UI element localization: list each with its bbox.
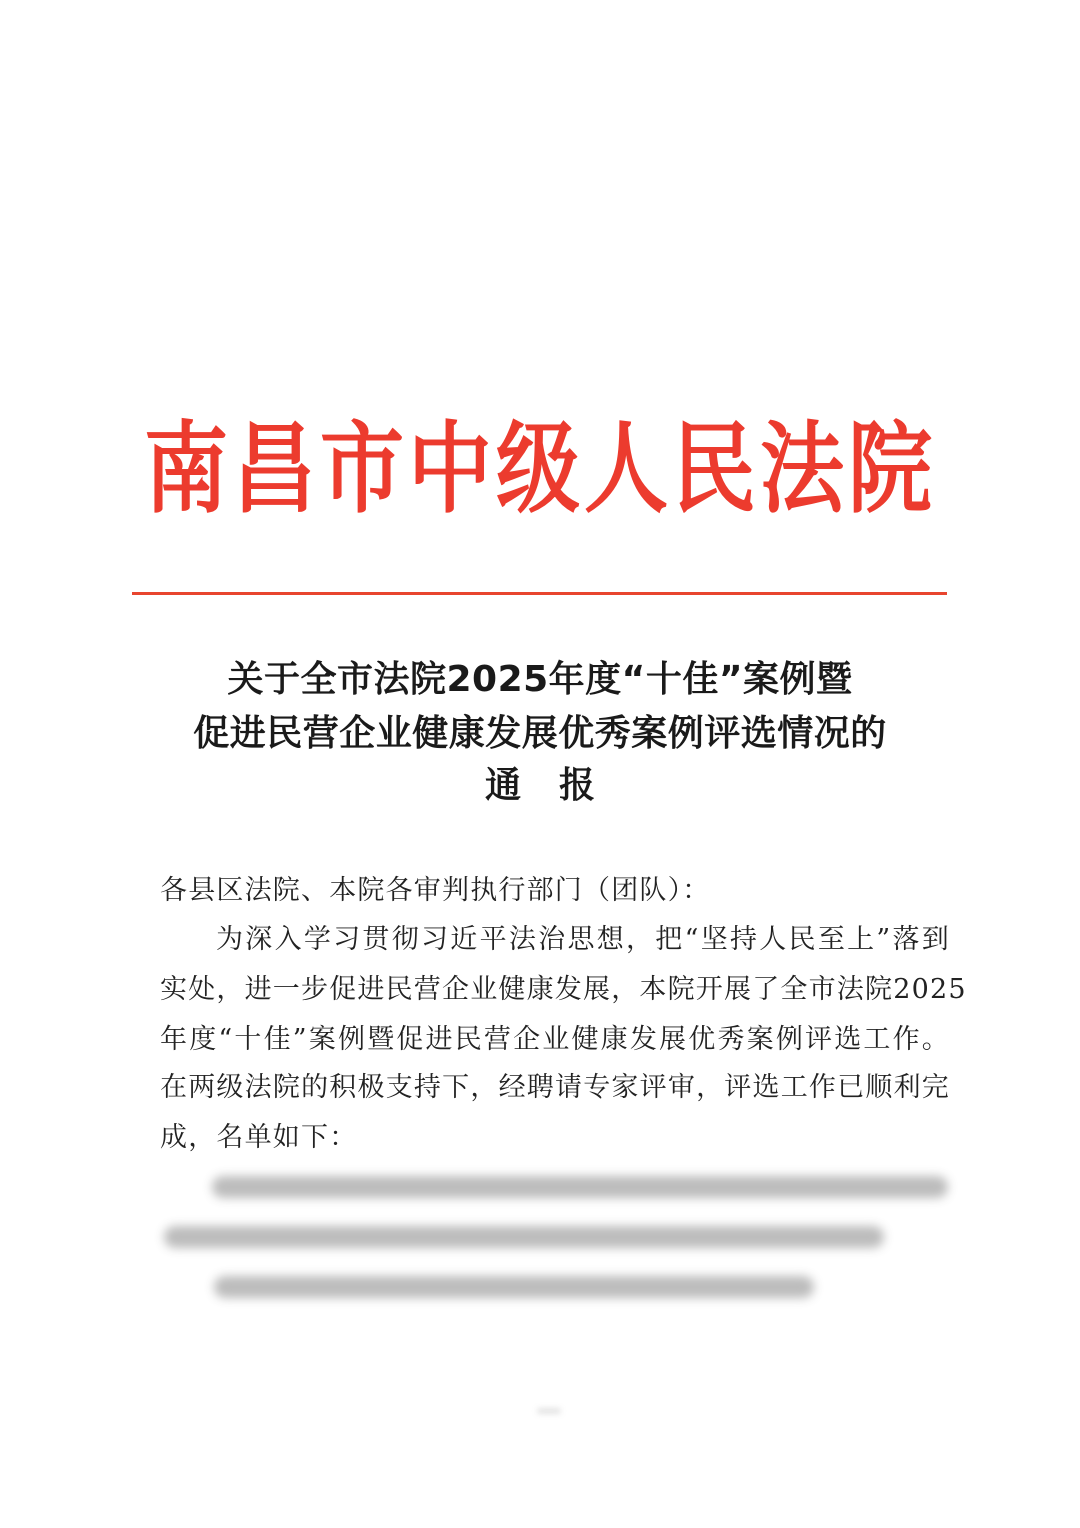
paragraph-line-4: 在两级法院的积极支持下，经聘请专家评审，评选工作已顺利完	[160, 1072, 950, 1103]
document-title-line-1: 关于全市法院2025年度“十佳”案例暨	[227, 659, 853, 700]
blurred-list-line-1	[212, 1176, 948, 1198]
blurred-page-number	[537, 1408, 561, 1414]
blurred-list-line-3	[214, 1276, 814, 1298]
document-title-line-3: 通报	[484, 765, 633, 806]
blurred-list-line-2	[164, 1226, 884, 1248]
letterhead-red-rule	[132, 592, 947, 595]
paragraph-line-1: 为深入学习贯彻习近平法治思想，把“坚持人民至上”落到	[216, 924, 950, 955]
paragraph-line-3: 年度“十佳”案例暨促进民营企业健康发展优秀案例评选工作。	[160, 1024, 950, 1055]
document-title-line-2: 促进民营企业健康发展优秀案例评选情况的	[193, 713, 887, 754]
court-letterhead-title: 南昌市中级人民法院	[143, 410, 936, 527]
addressee-line: 各县区法院、本院各审判执行部门（团队）：	[160, 875, 711, 906]
paragraph-line-5: 成，名单如下：	[160, 1122, 358, 1153]
paragraph-line-2: 实处，进一步促进民营企业健康发展，本院开展了全市法院2025	[160, 974, 967, 1005]
